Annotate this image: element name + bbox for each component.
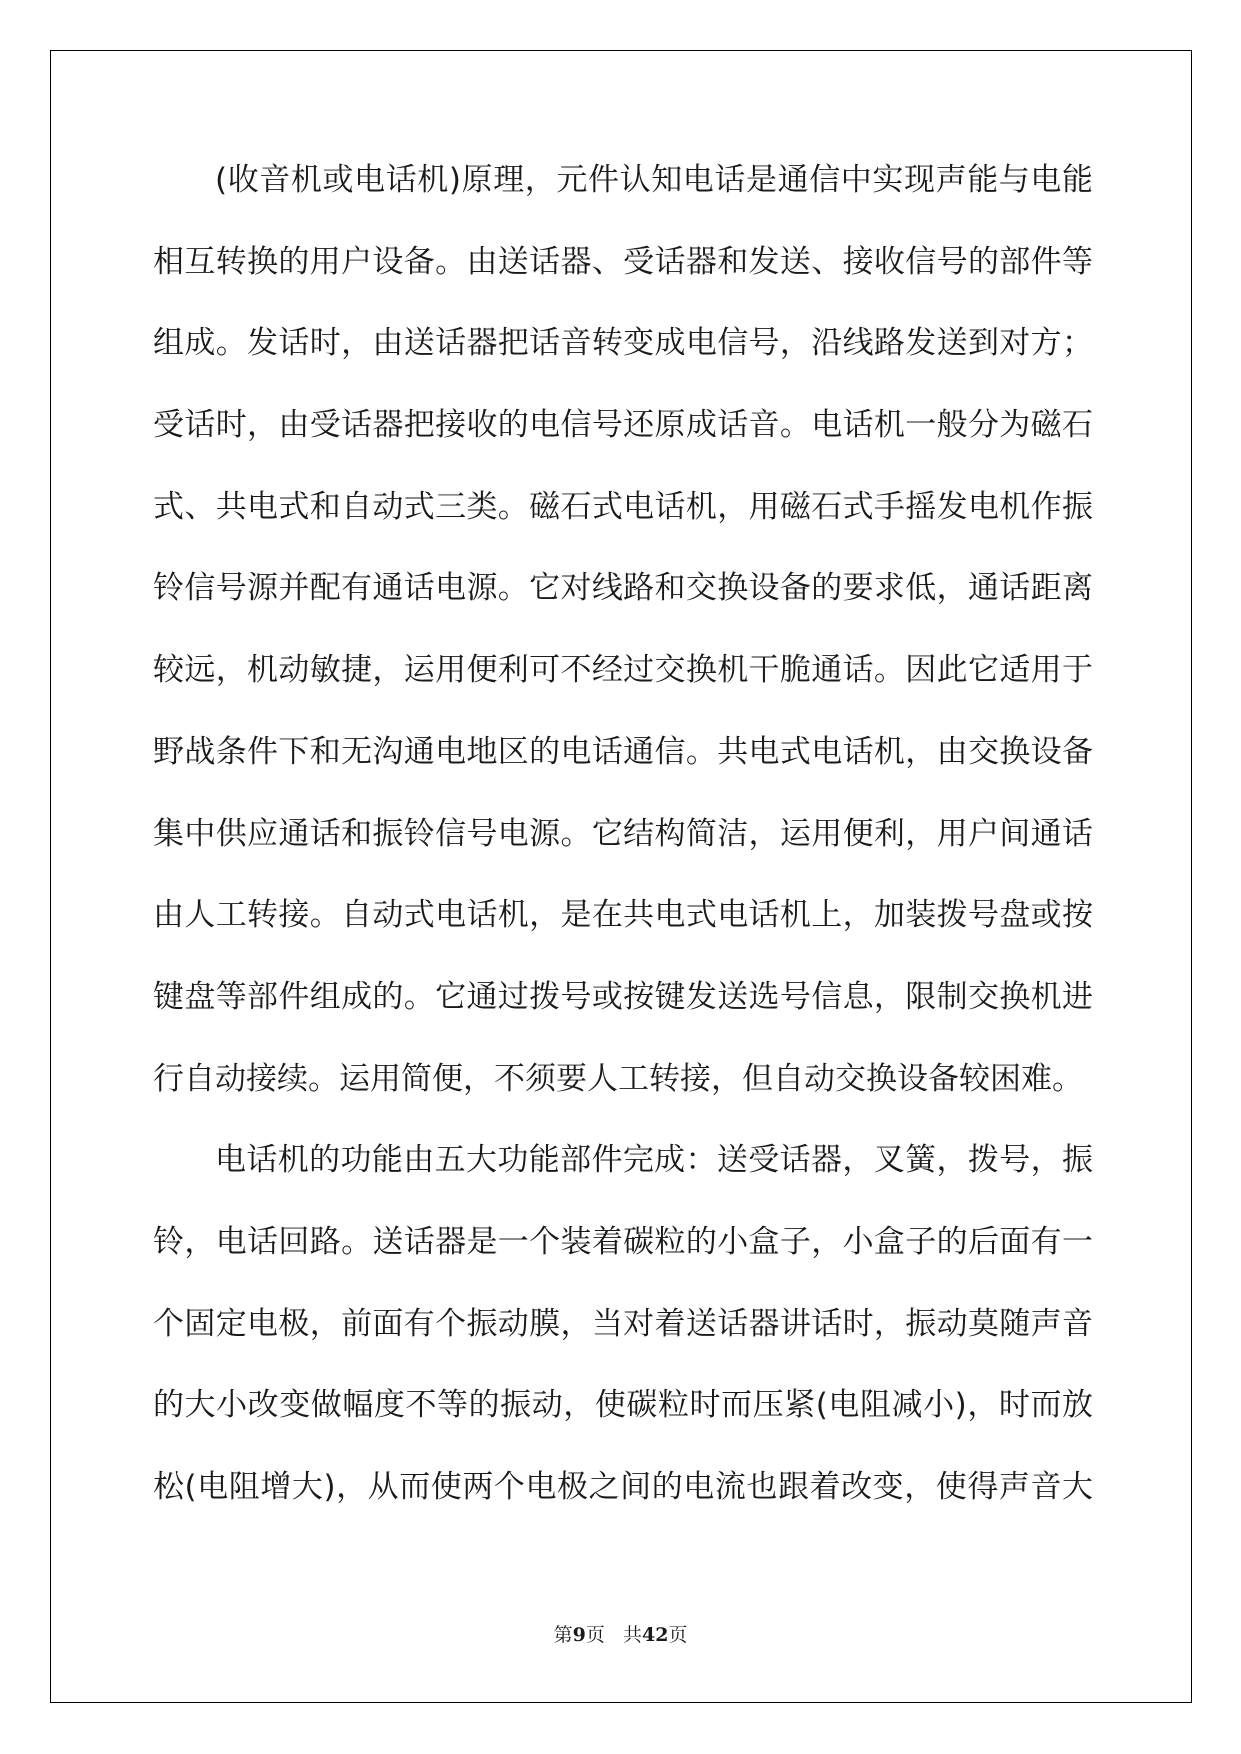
- page-footer: [0, 1620, 1241, 1647]
- paragraph-line: 个固定电极，前面有个振动膜，当对着送话器讲话时，振动莫随声音: [153, 1305, 1093, 1342]
- paragraph-line: 键盘等部件组成的。它通过拨号或按键发送选号信息，限制交换机进: [153, 978, 1093, 1015]
- paragraph-line: (收音机或电话机)原理，元件认知电话是通信中实现声能与电能: [215, 162, 1093, 198]
- paragraph-line: 电话机的功能由五大功能部件完成：送受话器，叉簧，拨号，振: [215, 1142, 1093, 1179]
- paragraph-line: 铃，电话回路。送话器是一个装着碳粒的小盒子，小盒子的后面有一: [153, 1223, 1093, 1260]
- paragraph-line: 野战条件下和无沟通电地区的电话通信。共电式电话机，由交换设备: [153, 733, 1093, 770]
- paragraph-line: 由人工转接。自动式电话机，是在共电式电话机上，加装拨号盘或按: [153, 897, 1093, 934]
- paragraph-line: 松(电阻增大)，从而使两个电极之间的电流也跟着改变，使得声音大: [153, 1469, 1093, 1505]
- page-number: 9: [572, 1624, 586, 1646]
- paragraph-line: 集中供应通话和振铃信号电源。它结构简洁，运用便利，用户间通话: [153, 815, 1093, 852]
- paragraph-line: 较远，机动敏捷，运用便利可不经过交换机干脆通话。因此它适用于: [153, 652, 1093, 689]
- paragraph-line: 组成。发话时，由送话器把话音转变成电信号，沿线路发送到对方；: [153, 325, 1093, 362]
- footer-page-suffix: 页: [585, 1624, 605, 1646]
- document-body: [153, 155, 1093, 1544]
- paragraph-line: 相互转换的用户设备。由送话器、受话器和发送、接收信号的部件等: [153, 243, 1093, 280]
- footer-total-suffix: 页: [668, 1624, 688, 1646]
- paragraph-line: 行自动接续。运用简便，不须要人工转接，但自动交换设备较困难。: [153, 1060, 1083, 1097]
- paragraph-line: 的大小改变做幅度不等的振动，使碳粒时而压紧(电阻减小)，时而放: [153, 1387, 1093, 1424]
- total-pages: 42: [641, 1624, 669, 1646]
- paragraph-line: 铃信号源并配有通话电源。它对线路和交换设备的要求低，通话距离: [153, 570, 1093, 607]
- footer-total-prefix: 共: [622, 1624, 642, 1646]
- footer-prefix: 第: [553, 1624, 573, 1646]
- paragraph-line: 式、共电式和自动式三类。磁石式电话机，用磁石式手摇发电机作振: [153, 488, 1093, 525]
- paragraph-line: 受话时，由受话器把接收的电信号还原成话音。电话机一般分为磁石: [153, 407, 1093, 444]
